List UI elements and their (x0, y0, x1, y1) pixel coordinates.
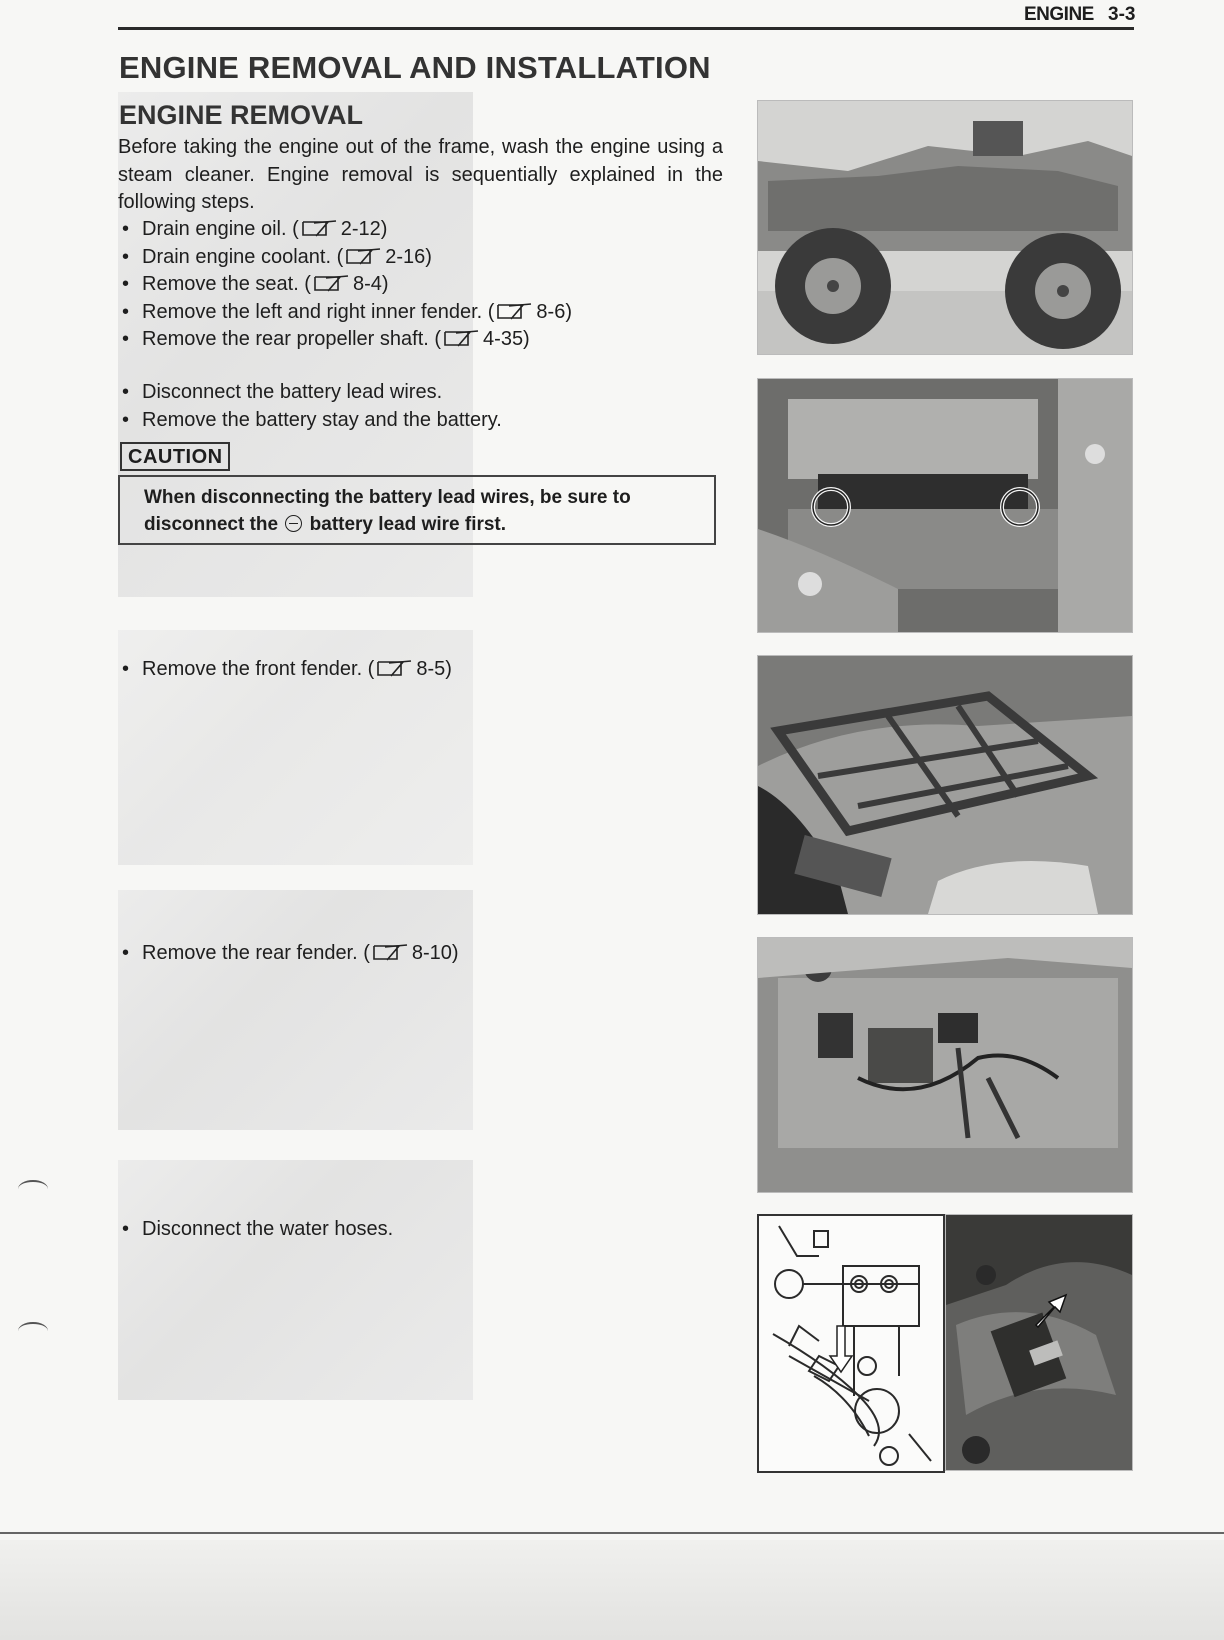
book-reference-icon (371, 942, 411, 962)
water-hose-photo (945, 1214, 1133, 1471)
minus-terminal-icon (285, 515, 302, 532)
intro-paragraph: Before taking the engine out of the frame, wash the engine using a steam cleaner. Engine removal is sequentially explained in the following steps. (118, 136, 723, 213)
steps-list-battery (118, 379, 502, 434)
list-item: • Remove the rear propeller shaft. ( 4-35) (118, 326, 572, 354)
show-through-shade (118, 890, 473, 1130)
steps-list-prep (118, 216, 572, 354)
footer-rule (0, 1532, 1224, 1534)
page-title: ENGINE REMOVAL AND INSTALLATION (119, 50, 711, 85)
header-page-number: 3-3 (1108, 4, 1136, 25)
list-item: • Remove the seat. ( 8-4) (118, 271, 572, 299)
book-reference-icon (300, 218, 340, 238)
margin-punch-mark (18, 1322, 48, 1340)
water-hose-diagram (757, 1214, 945, 1473)
battery-photo (757, 378, 1133, 633)
list-item: • Remove the left and right inner fender. ( 8-6) (118, 299, 572, 327)
book-reference-icon (495, 301, 535, 321)
section-subtitle: ENGINE REMOVAL (119, 100, 364, 130)
steps-list-water-hoses (118, 1216, 393, 1244)
list-item: • Disconnect the battery lead wires. (118, 379, 502, 407)
list-item: • Disconnect the water hoses. (118, 1216, 393, 1244)
list-item: • Remove the front fender. ( 8-5) (118, 656, 452, 684)
steps-list-front-fender (118, 656, 452, 684)
rear-electrical-photo (757, 937, 1133, 1193)
list-item: • Remove the rear fender. ( 8-10) (118, 940, 459, 968)
steps-list-rear-fender (118, 940, 459, 968)
caution-box (118, 475, 716, 545)
header-section-label: ENGINE (1024, 4, 1094, 25)
list-item: • Drain engine oil. ( 2-12) (118, 216, 572, 244)
list-item: • Remove the battery stay and the battery. (118, 407, 502, 435)
atv-side-photo (757, 100, 1133, 355)
margin-punch-mark (18, 1180, 48, 1198)
page-bottom-shadow (0, 1540, 1224, 1640)
book-reference-icon (344, 246, 384, 266)
book-reference-icon (442, 328, 482, 348)
show-through-shade (118, 1160, 473, 1400)
front-rack-photo (757, 655, 1133, 915)
book-reference-icon (312, 273, 352, 293)
list-item: • Drain engine coolant. ( 2-16) (118, 244, 572, 272)
book-reference-icon (375, 658, 415, 678)
caution-text-line: disconnect the battery lead wire first. (144, 514, 507, 535)
caution-label: CAUTION (120, 442, 230, 471)
header-rule (118, 27, 1134, 30)
caution-text-line: When disconnecting the battery lead wires, be sure to (144, 487, 631, 508)
